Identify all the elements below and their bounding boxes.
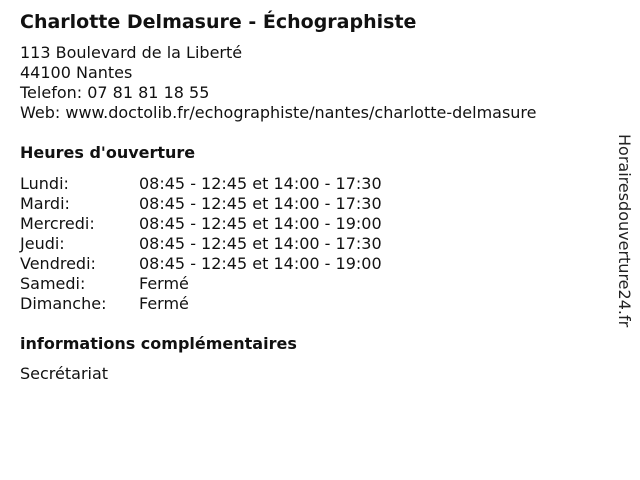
day-label: Mardi: bbox=[20, 194, 70, 213]
address-street: 113 Boulevard de la Liberté bbox=[20, 43, 243, 62]
hours-row-saturday bbox=[20, 274, 610, 294]
address-city: 44100 Nantes bbox=[20, 63, 133, 82]
time-value: 08:45 - 12:45 et 14:00 - 17:30 bbox=[139, 234, 382, 253]
time-value: 08:45 - 12:45 et 14:00 - 19:00 bbox=[139, 254, 382, 273]
hours-row-monday bbox=[20, 174, 610, 194]
hours-row-tuesday bbox=[20, 194, 610, 214]
hours-row-sunday bbox=[20, 294, 610, 314]
time-value: Fermé bbox=[139, 294, 189, 313]
hours-row-friday bbox=[20, 254, 610, 274]
phone-number: Telefon: 07 81 81 18 55 bbox=[20, 83, 210, 102]
website-link[interactable]: Web: www.doctolib.fr/echographiste/nantes/charlotte-delmasure bbox=[20, 103, 537, 122]
hours-heading: Heures d'ouverture bbox=[20, 143, 196, 162]
info-text: Secrétariat bbox=[20, 364, 109, 383]
site-watermark bbox=[612, 134, 636, 374]
day-label: Dimanche: bbox=[20, 294, 107, 313]
watermark-text: Horairesdouverture24.fr bbox=[615, 134, 634, 328]
time-value: 08:45 - 12:45 et 14:00 - 19:00 bbox=[139, 214, 382, 233]
day-label: Jeudi: bbox=[20, 234, 65, 253]
time-value: Fermé bbox=[139, 274, 189, 293]
day-label: Mercredi: bbox=[20, 214, 95, 233]
day-label: Lundi: bbox=[20, 174, 69, 193]
time-value: 08:45 - 12:45 et 14:00 - 17:30 bbox=[139, 194, 382, 213]
business-title: Charlotte Delmasure - Échographiste bbox=[20, 11, 417, 33]
day-label: Vendredi: bbox=[20, 254, 96, 273]
hours-table bbox=[20, 174, 610, 314]
time-value: 08:45 - 12:45 et 14:00 - 17:30 bbox=[139, 174, 382, 193]
info-heading: informations complémentaires bbox=[20, 334, 297, 353]
hours-row-thursday bbox=[20, 234, 610, 254]
day-label: Samedi: bbox=[20, 274, 86, 293]
contact-info bbox=[20, 43, 610, 123]
hours-row-wednesday bbox=[20, 214, 610, 234]
business-card bbox=[20, 10, 610, 384]
